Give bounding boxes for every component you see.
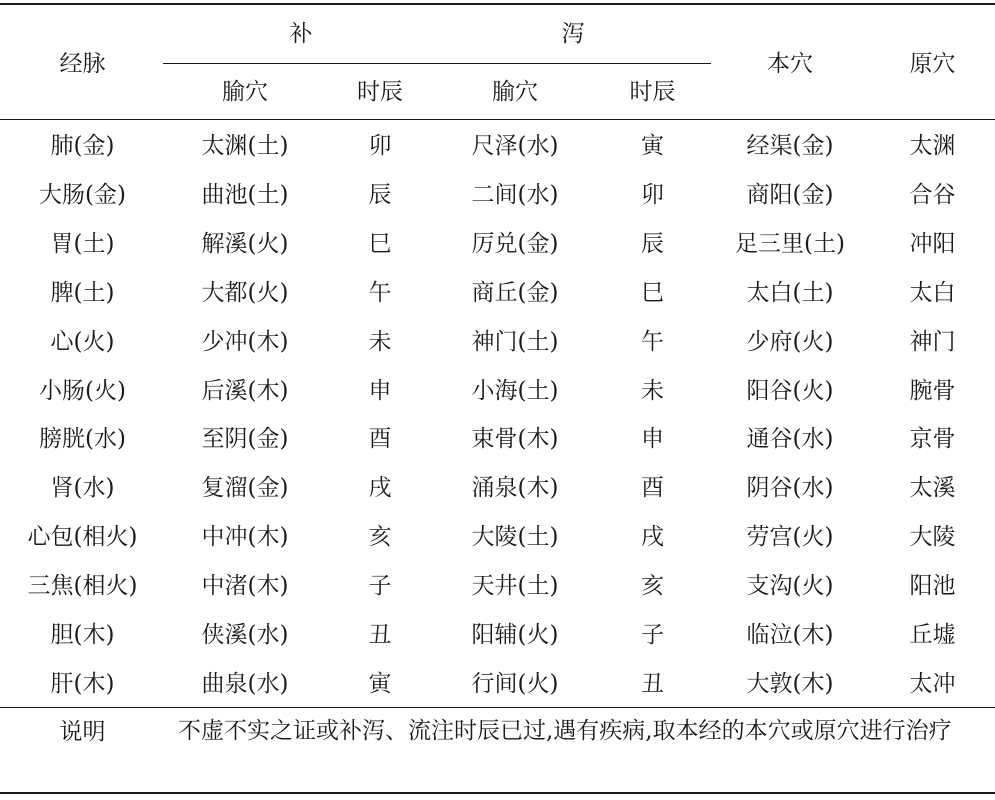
tonify-hour-cell: 寅 xyxy=(368,671,392,697)
sedate-point-cell: 涌泉(木) xyxy=(471,475,559,501)
sedate-hour-cell: 午 xyxy=(641,329,664,355)
tonify-hour-cell: 申 xyxy=(368,378,392,404)
tonify-hour-cell: 亥 xyxy=(368,524,392,550)
sedate-point-cell: 厉兑(金) xyxy=(471,231,559,257)
tonify-point-cell: 至阴(金) xyxy=(201,426,289,452)
home-point-cell: 劳宫(火) xyxy=(746,524,834,550)
home-point-cell: 阴谷(水) xyxy=(746,475,834,501)
sedate-point-cell: 行间(火) xyxy=(471,671,559,697)
tonify-hour-cell: 巳 xyxy=(368,231,392,257)
meridian-cell: 三焦(相火) xyxy=(27,573,138,599)
meridian-cell: 心(火) xyxy=(50,329,115,355)
home-point-cell: 商阳(金) xyxy=(746,182,834,208)
tonify-hour-cell: 辰 xyxy=(368,182,392,208)
header-sedate: 泻 xyxy=(561,21,585,47)
tonify-point-cell: 中渚(木) xyxy=(201,573,289,599)
home-point-cell: 太白(土) xyxy=(746,280,834,306)
tonify-point-cell: 太渊(土) xyxy=(201,133,289,159)
sedate-point-cell: 神门(土) xyxy=(471,329,559,355)
header-tonify: 补 xyxy=(289,21,313,47)
tonify-hour-cell: 午 xyxy=(368,280,392,306)
home-point-cell: 临泣(木) xyxy=(746,622,834,648)
meridian-cell: 心包(相火) xyxy=(27,524,138,550)
meridian-cell: 脾(土) xyxy=(50,280,115,306)
header-sedate-hour: 时辰 xyxy=(629,79,676,105)
sedate-hour-cell: 酉 xyxy=(641,475,664,501)
header-source-point: 原穴 xyxy=(909,51,956,77)
tonify-point-cell: 曲池(土) xyxy=(201,182,289,208)
header-tonify-shu-point: 腧穴 xyxy=(222,79,268,105)
home-point-cell: 足三里(土) xyxy=(735,231,845,257)
tonify-point-cell: 中冲(木) xyxy=(201,524,289,550)
sedate-hour-cell: 亥 xyxy=(641,573,664,599)
meridian-cell: 肝(木) xyxy=(50,671,115,697)
sedate-hour-cell: 未 xyxy=(641,378,664,404)
tonify-hour-cell: 子 xyxy=(368,573,392,599)
sedate-hour-cell: 寅 xyxy=(641,133,664,159)
tonify-hour-cell: 卯 xyxy=(368,133,392,159)
sedate-point-cell: 阳辅(火) xyxy=(471,622,559,648)
source-point-cell: 京骨 xyxy=(909,426,956,452)
source-point-cell: 大陵 xyxy=(909,524,956,550)
source-point-cell: 合谷 xyxy=(909,182,956,208)
tonify-point-cell: 解溪(火) xyxy=(201,231,289,257)
home-point-cell: 支沟(火) xyxy=(746,573,834,599)
tonify-point-cell: 后溪(木) xyxy=(201,378,289,404)
meridian-cell: 膀胱(水) xyxy=(39,426,126,452)
home-point-cell: 大敦(木) xyxy=(746,671,834,697)
source-point-cell: 太白 xyxy=(909,280,956,306)
sedate-hour-cell: 戌 xyxy=(641,524,664,550)
sedate-point-cell: 二间(水) xyxy=(471,182,559,208)
header-bottom-rule xyxy=(0,119,995,120)
home-point-cell: 少府(火) xyxy=(746,329,834,355)
tonify-hour-cell: 戌 xyxy=(368,475,392,501)
tonify-point-cell: 大都(火) xyxy=(201,280,289,306)
tonify-hour-cell: 酉 xyxy=(368,426,392,452)
note-top-rule xyxy=(0,707,995,708)
home-point-cell: 通谷(水) xyxy=(746,426,834,452)
sedate-hour-cell: 子 xyxy=(641,622,664,648)
source-point-cell: 太溪 xyxy=(909,475,956,501)
home-point-cell: 经渠(金) xyxy=(746,133,834,159)
source-point-cell: 腕骨 xyxy=(909,378,956,404)
header-group-rule xyxy=(163,63,711,64)
sedate-hour-cell: 巳 xyxy=(641,280,664,306)
tonify-point-cell: 少冲(木) xyxy=(201,329,289,355)
header-meridian: 经脉 xyxy=(59,51,106,77)
tonify-point-cell: 侠溪(水) xyxy=(201,622,289,648)
table-bottom-rule xyxy=(0,792,995,794)
sedate-point-cell: 大陵(土) xyxy=(471,524,559,550)
sedate-point-cell: 天井(土) xyxy=(471,573,559,599)
sedate-point-cell: 束骨(木) xyxy=(471,426,559,452)
tonify-hour-cell: 丑 xyxy=(368,622,392,648)
sedate-hour-cell: 申 xyxy=(641,426,664,452)
meridian-cell: 胆(木) xyxy=(50,622,115,648)
meridian-cell: 小肠(火) xyxy=(39,378,126,404)
source-point-cell: 阳池 xyxy=(909,573,956,599)
tonify-point-cell: 复溜(金) xyxy=(201,475,289,501)
source-point-cell: 冲阳 xyxy=(909,231,956,257)
meridian-cell: 肺(金) xyxy=(50,133,115,159)
sedate-point-cell: 商丘(金) xyxy=(471,280,559,306)
source-point-cell: 神门 xyxy=(909,329,956,355)
note-text: 不虚不实之证或补泻、流注时辰已过,遇有疾病,取本经的本穴或原穴进行治疗 xyxy=(178,718,952,744)
sedate-point-cell: 小海(土) xyxy=(471,378,559,404)
source-point-cell: 太冲 xyxy=(909,671,956,697)
sedate-point-cell: 尺泽(水) xyxy=(471,133,559,159)
meridian-cell: 胃(土) xyxy=(50,231,115,257)
home-point-cell: 阳谷(火) xyxy=(746,378,834,404)
header-tonify-hour: 时辰 xyxy=(357,79,403,105)
note-label: 说明 xyxy=(59,719,106,745)
meridian-cell: 肾(水) xyxy=(50,475,115,501)
header-home-point: 本穴 xyxy=(767,51,813,77)
meridian-cell: 大肠(金) xyxy=(39,182,126,208)
sedate-hour-cell: 卯 xyxy=(641,182,664,208)
header-sedate-shu-point: 腧穴 xyxy=(492,79,538,105)
tonify-point-cell: 曲泉(水) xyxy=(201,671,289,697)
table-top-rule xyxy=(0,3,995,5)
source-point-cell: 丘墟 xyxy=(909,622,956,648)
tonify-hour-cell: 未 xyxy=(368,329,392,355)
sedate-hour-cell: 辰 xyxy=(641,231,664,257)
source-point-cell: 太渊 xyxy=(909,133,956,159)
sedate-hour-cell: 丑 xyxy=(641,671,664,697)
